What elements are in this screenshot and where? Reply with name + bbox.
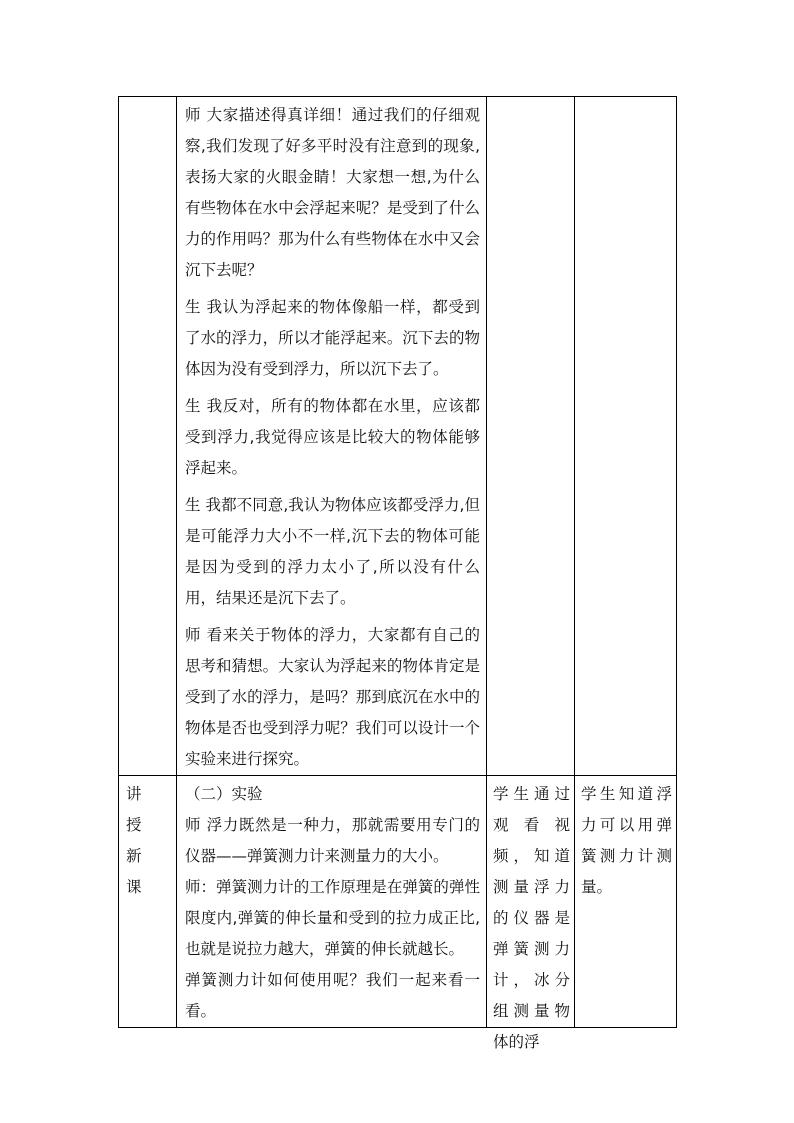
teacher-activity-cell [177,776,487,1028]
segment-label [119,97,176,100]
dialogue-paragraph: 师 大家描述得真详细！通过我们的仔细观察,我们发现了好多平时没有注意到的现象,表扬大家的火眼金睛！大家想一想,为什么有些物体在水中会浮起来呢？是受到了什么力的作用吗？那为什么有些物体在水中又会沉下去呢？ [185,106,480,279]
dialogue-paragraph: 师 浮力既然是一种力，那就需要用专门的仪器——弹簧测力计来测量力的大小。 [185,816,480,865]
segment-cell [119,97,177,776]
lesson-plan-table [118,96,677,1051]
student-activity-text [487,97,574,100]
design-intent-cell [575,776,677,1028]
dialogue-paragraph: 生 我都不同意,我认为物体应该都受浮力,但是可能浮力大小不一样,沉下去的物体可能是因为受到的浮力太小了,所以没有什么用，结果还是沉下去了。 [185,496,480,607]
teacher-activity-cell [177,97,487,776]
dialogue-paragraph: 生 我认为浮起来的物体像船一样，都受到了水的浮力，所以才能浮起来。沉下去的物体因为没有受到浮力，所以沉下去了。 [185,298,480,378]
dialogue-paragraph: 生 我反对，所有的物体都在水里，应该都受到浮力,我觉得应该是比较大的物体能够浮起来。 [185,397,480,477]
design-intent-text [575,97,676,100]
segment-label-line1: 讲 授 [126,785,150,834]
dialogue-paragraph: 师：弹簧测力计的工作原理是在弹簧的弹性限度内,弹簧的伸长量和受到的拉力成正比,也就是说拉力越大，弹簧的伸长就越长。 [185,878,480,958]
segment-cell [119,776,177,1028]
design-intent-cell [575,97,677,776]
student-activity-text: 学生通过观看视频，知道测量浮力的仪器是弹簧测力计，冰分组测量物体的浮 [493,785,570,1051]
table-row [119,776,677,1028]
design-intent-text: 学生知道浮力可以用弹簧测力计测量。 [581,785,672,896]
dialogue-paragraph: 师 看来关于物体的浮力，大家都有自己的思考和猜想。大家认为浮起来的物体肯定是受到了水的浮力，是吗？那到底沉在水中的物体是否也受到浮力呢？我们可以设计一个实验来进行探究。 [185,626,480,768]
dialogue-paragraph: 弹簧测力计如何使用呢？我们一起来看一看。 [185,971,480,1020]
student-activity-cell [487,97,575,776]
table-row [119,97,677,776]
segment-label-line2: 新课 [126,847,150,896]
student-activity-cell [487,776,575,1051]
section-heading: （二）实验 [185,785,263,803]
